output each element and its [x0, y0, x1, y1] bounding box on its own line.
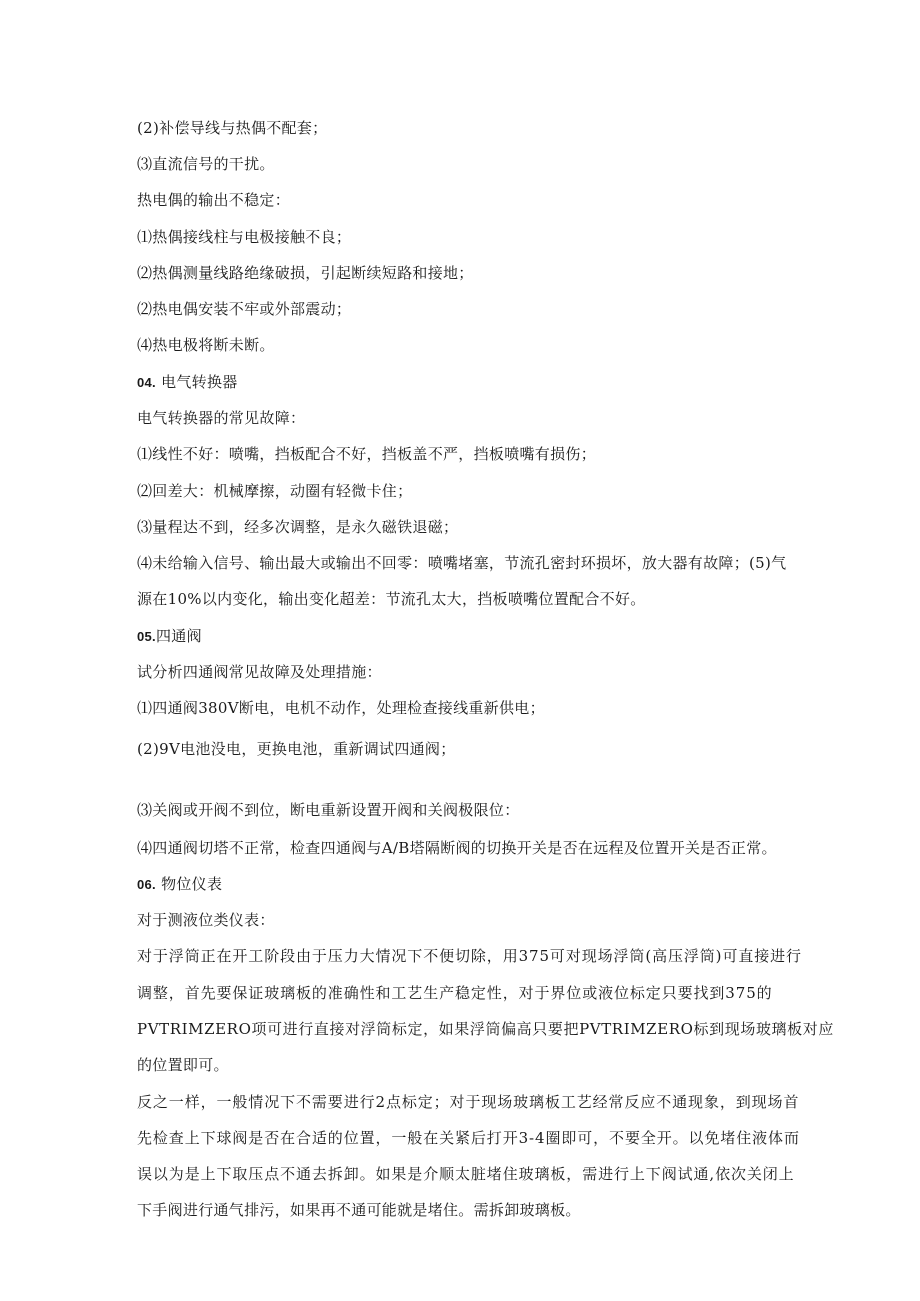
- text-line: (2)补偿导线与热偶不配套；: [137, 119, 328, 137]
- text-line: 先检查上下球阀是否在合适的位置，一般在关紧后打开3-4圈即可，不要全开。以免堵住液体而: [137, 1129, 800, 1147]
- section-title: 电气转换器: [161, 373, 238, 391]
- text-line: 对于测液位类仪表：: [137, 911, 275, 929]
- text-line: 调整，首先要保证玻璃板的准确性和工艺生产稳定性，对于界位或液位标定只要找到375的: [137, 984, 773, 1002]
- text-line: 反之一样，一般情况下不需要进行2点标定；对于现场玻璃板工艺经常反应不通现象，到现场首: [137, 1093, 800, 1111]
- section-heading-06: [137, 874, 222, 895]
- text-line: ⑶关阀或开阀不到位，断电重新设置开阀和关阀极限位：: [137, 801, 520, 819]
- text-line: 电气转换器的常见故障：: [137, 409, 306, 427]
- section-number: 04.: [137, 375, 156, 390]
- section-number: 06.: [137, 877, 156, 892]
- text-line: ⑷热电极将断未断。: [137, 336, 275, 354]
- text-line: 对于浮筒正在开工阶段由于压力大情况下不便切除，用375可对现场浮筒(高压浮筒)可直接进行: [137, 947, 802, 965]
- text-line: 源在10%以内变化，输出变化超差：节流孔太大，挡板喷嘴位置配合不好。: [137, 590, 646, 608]
- text-line: ⑴热偶接线柱与电极接触不良；: [137, 228, 352, 246]
- text-line: ⑴线性不好：喷嘴，挡板配合不好，挡板盖不严，挡板喷嘴有损伤；: [137, 445, 597, 463]
- text-line: ⑵回差大：机械摩擦，动圈有轻微卡住；: [137, 482, 413, 500]
- text-line: ⑷四通阀切塔不正常，检查四通阀与A/B塔隔断阀的切换开关是否在远程及位置开关是否正常。: [137, 839, 777, 857]
- section-number: 05.: [137, 629, 156, 644]
- text-line: 下手阀进行通气排污，如果再不通可能就是堵住。需拆卸玻璃板。: [137, 1201, 581, 1219]
- text-line: ⑵热偶测量线路绝缘破损，引起断续短路和接地；: [137, 264, 474, 282]
- text-line: (2)9V电池没电，更换电池，重新调试四通阀；: [137, 740, 456, 758]
- section-title: 四通阀: [155, 627, 202, 645]
- text-line: PVTRIMZERO项可进行直接对浮筒标定，如果浮筒偏高只要把PVTRIMZERO标到现场玻璃板对应: [137, 1020, 834, 1038]
- section-heading-05: [137, 626, 202, 647]
- text-line: ⑴四通阀380V断电，电机不动作，处理检查接线重新供电；: [137, 699, 545, 717]
- section-heading-04: [137, 372, 238, 393]
- text-line: ⑵热电偶安装不牢或外部震动；: [137, 300, 352, 318]
- section-title: 物位仪表: [161, 875, 223, 893]
- text-line: 误以为是上下取压点不通去拆卸。如果是介顺太脏堵住玻璃板，需进行上下阀试通,依次关闭上: [137, 1165, 795, 1183]
- text-line: ⑶量程达不到，经多次调整，是永久磁铁退磁；: [137, 518, 459, 536]
- text-line: 试分析四通阀常见故障及处理措施：: [137, 663, 382, 681]
- text-line: 的位置即可。: [137, 1056, 229, 1074]
- text-line: 热电偶的输出不稳定：: [137, 191, 291, 209]
- text-line: ⑷未给输入信号、输出最大或输出不回零：喷嘴堵塞，节流孔密封环损坏，放大器有故障；(5)气: [137, 554, 787, 572]
- text-line: ⑶直流信号的干扰。: [137, 155, 275, 173]
